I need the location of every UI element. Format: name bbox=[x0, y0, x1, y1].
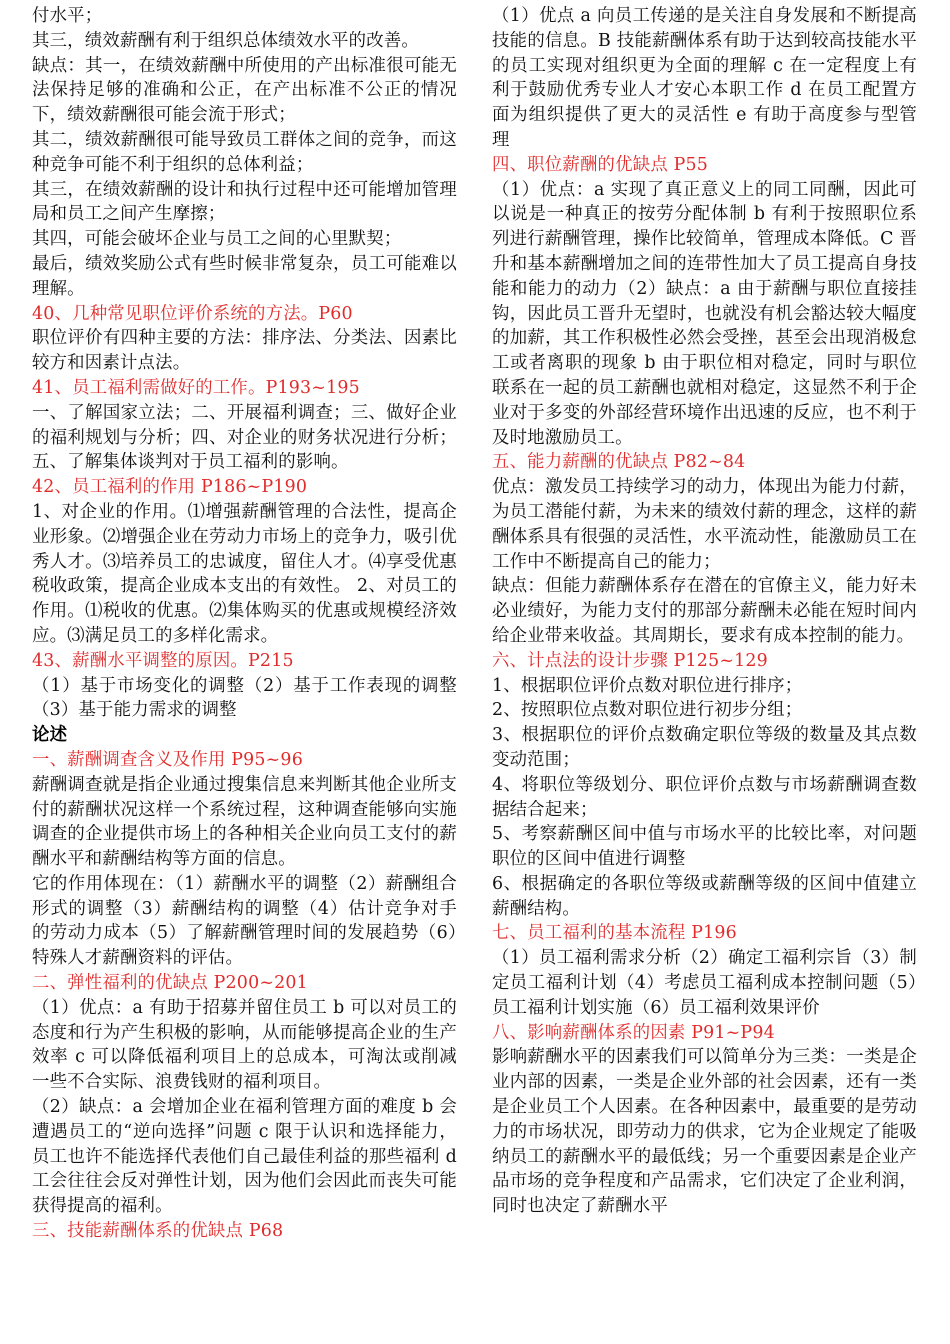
section-heading: 40、几种常见职位评价系统的方法。P60 bbox=[32, 303, 353, 324]
paragraph: （1）优点 a 向员工传递的是关注自身发展和不断提高技能的信息。B 技能薪酬体系有助于达到较高技能水平的员工实现对组织更为全面的理解 c 在一定程度上有利于鼓励优秀专业人才安心本职工作 d 在员工配置方面为组织提供了更大的灵活性 e 有助于高度参与型管理 bbox=[492, 6, 917, 150]
paragraph: 其三，在绩效薪酬的设计和执行过程中还可能增加管理局和员工之间产生摩擦； bbox=[32, 179, 457, 225]
paragraph: 其二，绩效薪酬很可能导致员工群体之间的竞争，而这种竞争可能不利于组织的总体利益； bbox=[32, 129, 457, 175]
paragraph: 6、根据确定的各职位等级或薪酬等级的区间中值建立薪酬结构。 bbox=[492, 873, 917, 919]
section-heading: 四、职位薪酬的优缺点 P55 bbox=[492, 154, 709, 175]
paragraph: 其四，可能会破坏企业与员工之间的心里默契； bbox=[32, 229, 402, 250]
section-heading: 六、计点法的设计步骤 P125~129 bbox=[492, 650, 768, 671]
paragraph: 优点：激发员工持续学习的动力，体现出为能力付薪，为员工潜能付薪，为未来的绩效付薪的理念，这样的薪酬体系具有很强的灵活性，水平流动性，能激励员工在工作中不断提高自己的能力； bbox=[492, 477, 917, 572]
paragraph: 3、根据职位的评价点数确定职位等级的数量及其点数变动范围； bbox=[492, 725, 917, 770]
paragraph: 一、了解国家立法；二、开展福利调查；三、做好企业的福利规划与分析；四、对企业的财务状况进行分析；五、了解集体谈判对于员工福利的影响。 bbox=[32, 402, 457, 473]
paragraph: （1）员工福利需求分析（2）确定工福利宗旨（3）制定员工福利计划（4）考虑员工福利成本控制问题（5）员工福利计划实施（6）员工福利效果评价 bbox=[492, 948, 917, 1018]
paragraph: 影响薪酬水平的因素我们可以简单分为三类：一类是企业内部的因素，一类是企业外部的社会因素，还有一类是企业员工个人因素。在各种因素中，最重要的是劳动力的市场状况，即劳动力的供求，它为企业规定了能吸纳员工的薪酬水平的最低线；另一个重要因素是企业产品市场的竞争程度和产品需求，它们决定了企业利润，同时也决定了薪酬水平 bbox=[492, 1047, 917, 1217]
paragraph: 其三，绩效薪酬有利于组织总体绩效水平的改善。 bbox=[32, 30, 419, 51]
paragraph: （2）缺点：a 会增加企业在福利管理方面的难度 b 会遭遇员工的“逆向选择”问题 c 限于认识和选择能力，员工也许不能选择代表他们自己最佳利益的那些福利 d 工会往往会反对弹性计划，因为他们会因此而丧失可能获得提高的福利。 bbox=[32, 1097, 457, 1217]
paragraph: 5、考察薪酬区间中值与市场水平的比较比率，对问题职位的区间中值进行调整 bbox=[492, 824, 917, 870]
paragraph: 4、将职位等级划分、职位评价点数与市场薪酬调查数据结合起来； bbox=[492, 774, 917, 820]
paragraph: 缺点：但能力薪酬体系存在潜在的官僚主义，能力好未必业绩好，为能力支付的那部分薪酬未必能在短时间内给企业带来收益。其周期长，要求有成本控制的能力。 bbox=[492, 576, 917, 646]
part-title: 论述 bbox=[32, 725, 68, 746]
paragraph: （1）基于市场变化的调整（2）基于工作表现的调整（3）基于能力需求的调整 bbox=[32, 675, 457, 721]
paragraph: （1）优点：a 实现了真正意义上的同工同酬，因此可以说是一种真正的按劳分配体制 b 有利于按照职位系列进行薪酬管理，操作比较简单，管理成本降低。C 晋升和基本薪酬增加之间的连带性加大了员工提高自身技能和能力的动力（2）缺点：a 由于薪酬与职位直接挂钩，因此员工晋升无望时，也就没有机会豁达较大幅度的加薪，其工作积极性必然会受挫，甚至会出现消极怠工或者离职的现象 b 由于职位相对稳定，同时与职位联系在一起的员工薪酬也就相对稳定，这显然不利于企业对于多变的外部经营环境作出迅速的反应，也不利于及时地激励员工。 bbox=[492, 179, 917, 448]
paragraph: （1）优点：a 有助于招募并留住员工 b 可以对员工的态度和行为产生积极的影响，从而能够提高企业的生产效率 c 可以降低福利项目上的总成本，可淘汰或削减一些不合实际、浪费钱财的福利项目。 bbox=[32, 997, 457, 1093]
section-heading: 43、薪酬水平调整的原因。P215 bbox=[32, 650, 294, 671]
section-heading: 三、技能薪酬体系的优缺点 P68 bbox=[32, 1221, 284, 1242]
paragraph: 薪酬调查就是指企业通过搜集信息来判断其他企业所支付的薪酬状况这样一个系统过程，这种调查能够向实施调查的企业提供市场上的各种相关企业向员工支付的薪酬水平和薪酬结构等方面的信息。 bbox=[32, 774, 457, 870]
paragraph: 2、按照职位点数对职位进行初步分组； bbox=[492, 700, 803, 721]
right-column bbox=[492, 4, 917, 1219]
section-heading: 42、员工福利的作用 P186~P190 bbox=[32, 477, 308, 498]
paragraph: 1、对企业的作用。⑴增强薪酬管理的合法性，提高企业形象。⑵增强企业在劳动力市场上的竞争力，吸引优秀人才。⑶培养员工的忠诚度，留住人才。⑷享受优惠税收政策，提高企业成本支出的有效性。 2、对员工的作用。⑴税收的优惠。⑵集体购买的优惠或规模经济效应。⑶满足员工的多样化需求。 bbox=[32, 501, 457, 646]
paragraph: 它的作用体现在：（1）薪酬水平的调整（2）薪酬组合形式的调整（3）薪酬结构的调整（4）估计竞争对手的劳动力成本（5）了解薪酬管理时间的发展趋势（6）特殊人才薪酬资料的评估。 bbox=[32, 873, 457, 969]
left-column bbox=[32, 4, 457, 1244]
section-heading: 七、员工福利的基本流程 P196 bbox=[492, 923, 737, 944]
section-heading: 二、弹性福利的优缺点 P200~201 bbox=[32, 973, 308, 994]
paragraph: 1、根据职位评价点数对职位进行排序； bbox=[492, 675, 803, 696]
section-heading: 八、影响薪酬体系的因素 P91~P94 bbox=[492, 1022, 775, 1043]
section-heading: 五、能力薪酬的优缺点 P82~84 bbox=[492, 452, 746, 473]
section-heading: 一、薪酬调查含义及作用 P95~96 bbox=[32, 749, 303, 770]
paragraph: 职位评价有四种主要的方法：排序法、分类法、因素比较方和因素计点法。 bbox=[32, 328, 457, 374]
paragraph: 付水平； bbox=[32, 6, 103, 26]
paragraph: 最后，绩效奖励公式有些时候非常复杂，员工可能难以理解。 bbox=[32, 253, 457, 299]
paragraph: 缺点：其一，在绩效薪酬中所使用的产出标准很可能无法保持足够的准确和公正，在产出标准不公正的情况下，绩效薪酬很可能会流于形式； bbox=[32, 55, 457, 126]
section-heading: 41、员工福利需做好的工作。P193~195 bbox=[32, 377, 360, 398]
